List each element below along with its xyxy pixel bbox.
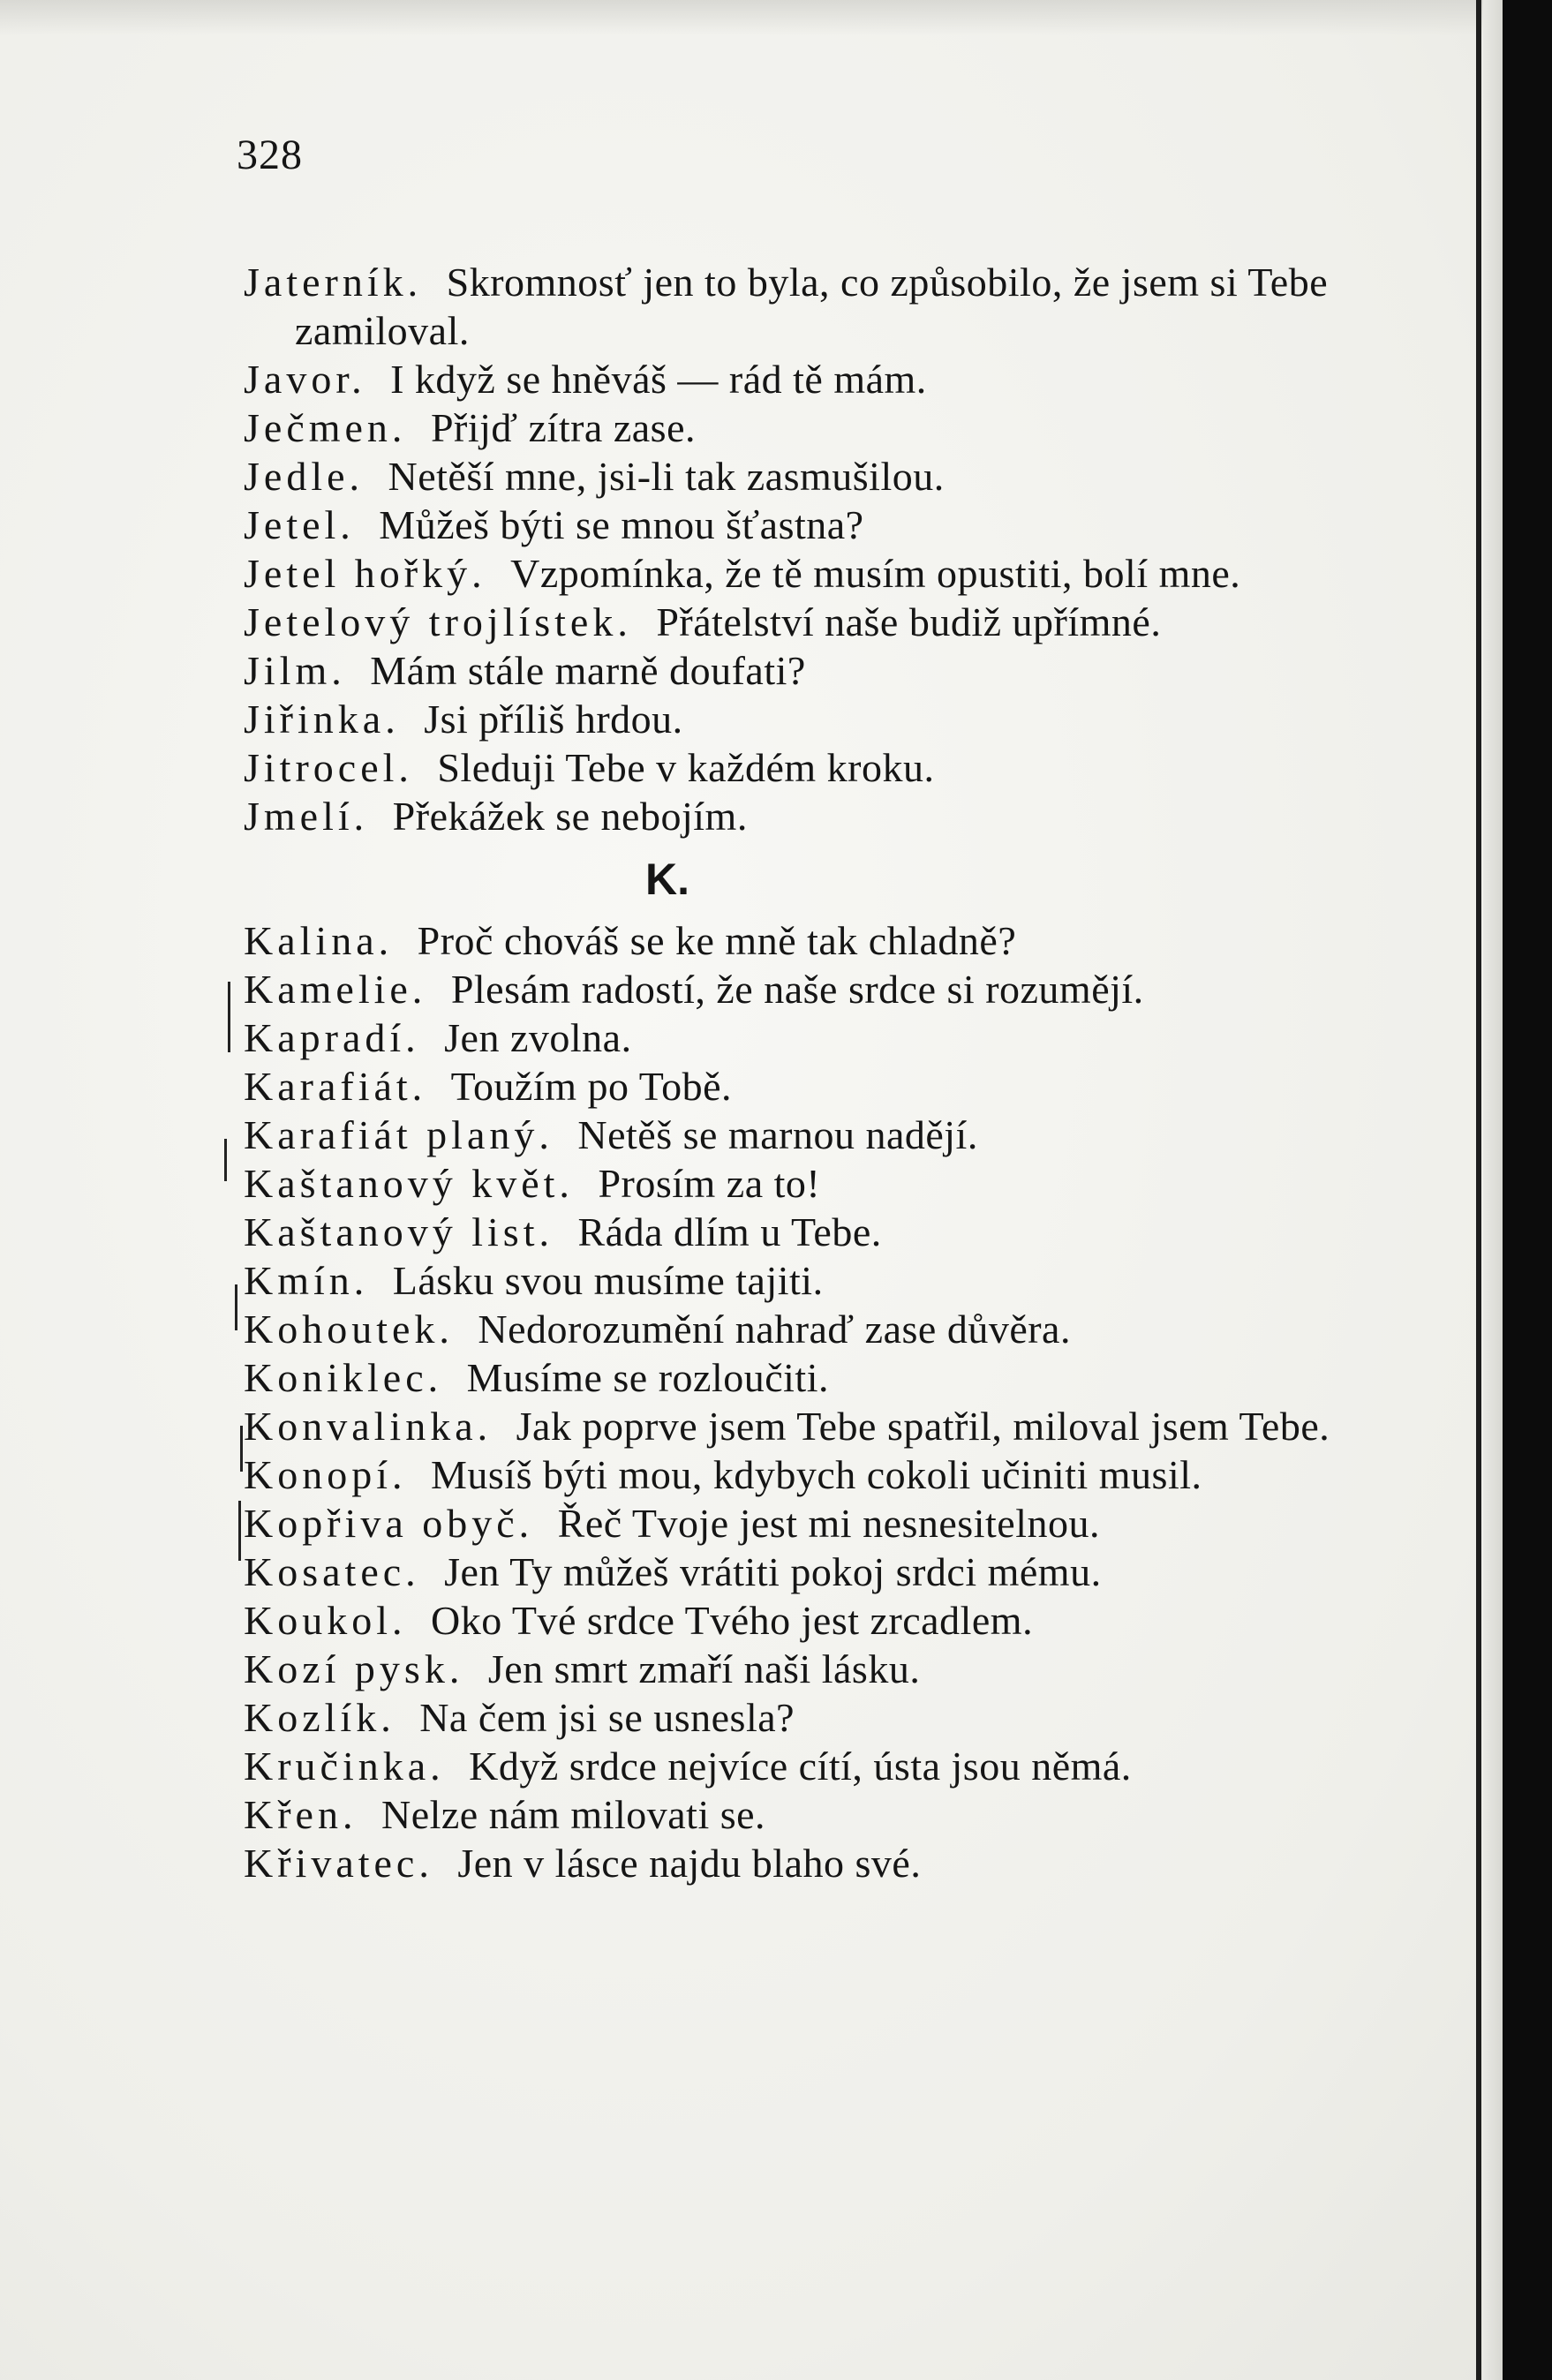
- entry-meaning: Jen zvolna.: [444, 1015, 632, 1060]
- margin-mark: [228, 982, 230, 1052]
- entry-meaning: Mám stále marně doufati?: [370, 648, 806, 693]
- entry-term: Kohoutek.: [244, 1307, 454, 1352]
- entry-term: Křen.: [244, 1792, 358, 1837]
- margin-mark: [235, 1284, 237, 1330]
- list-item: [244, 1208, 1338, 1256]
- entry-term: Kalina.: [244, 918, 394, 963]
- entry-meaning: Nedorozumění nahraď zase důvěra.: [478, 1307, 1071, 1352]
- entry-term: Kamelie.: [244, 967, 427, 1012]
- list-item: [244, 743, 1338, 792]
- entry-term: Jiřinka.: [244, 697, 400, 742]
- entry-meaning: Vzpomínka, že tě musím opustiti, bolí mne.: [510, 551, 1241, 596]
- section-heading: K.: [645, 855, 689, 904]
- entry-term: Jmelí.: [244, 794, 369, 839]
- entry-meaning: Proč chováš se ke mně tak chladně?: [417, 918, 1017, 963]
- entry-term: Kmín.: [244, 1258, 369, 1303]
- entry-meaning: Netěší mne, jsi-li tak zasmušilou.: [388, 454, 945, 499]
- list-item: [244, 1693, 1338, 1742]
- entry-meaning: Když srdce nejvíce cítí, ústa jsou němá.: [469, 1744, 1132, 1789]
- entry-meaning: Musíme se rozloučiti.: [466, 1355, 829, 1400]
- entry-term: Kozlík.: [244, 1695, 396, 1740]
- list-item: [244, 965, 1338, 1013]
- entry-meaning: Netěš se marnou nadějí.: [577, 1112, 978, 1157]
- entry-term: Křivatec.: [244, 1841, 433, 1886]
- entry-meaning: Plesám radostí, že naše srdce si rozumějí.: [450, 967, 1144, 1012]
- entry-list: [244, 258, 1338, 1887]
- entry-meaning: Toužím po Tobě.: [450, 1064, 733, 1109]
- list-item: [244, 695, 1338, 743]
- list-item: [244, 1305, 1338, 1353]
- list-item: [244, 1839, 1338, 1887]
- entry-term: Koukol.: [244, 1598, 407, 1643]
- entry-meaning: Jen v lásce najdu blaho své.: [457, 1841, 922, 1886]
- entry-meaning: Jak poprve jsem Tebe spatřil, miloval jsem Tebe.: [516, 1404, 1330, 1449]
- page-edge-line: [1476, 0, 1481, 2380]
- entry-meaning: Sleduji Tebe v každém kroku.: [437, 745, 935, 790]
- list-item: [244, 646, 1338, 695]
- list-item: [244, 403, 1338, 452]
- entry-term: Kapradí.: [244, 1015, 420, 1060]
- entry-meaning: Jsi příliš hrdou.: [424, 697, 683, 742]
- margin-mark: [238, 1501, 241, 1561]
- entry-meaning: Přijď zítra zase.: [430, 405, 697, 450]
- list-item: [244, 1450, 1338, 1499]
- entry-meaning: I když se hněváš — rád tě mám.: [390, 357, 927, 402]
- entry-meaning: Na čem jsi se usnesla?: [419, 1695, 795, 1740]
- list-item: [244, 549, 1390, 598]
- entry-meaning: Prosím za to!: [598, 1161, 821, 1206]
- entry-meaning: Jen smrt zmaří naši lásku.: [487, 1646, 921, 1691]
- entry-term: Kaštanový květ.: [244, 1161, 574, 1206]
- entry-term: Konopí.: [244, 1452, 407, 1497]
- entry-term: Jetel hořký.: [244, 551, 486, 596]
- entry-meaning: Jen Ty můžeš vrátiti pokoj srdci mému.: [444, 1549, 1102, 1594]
- entry-term: Jetelový trojlístek.: [244, 599, 632, 644]
- entry-term: Karafiát.: [244, 1064, 427, 1109]
- list-item: [244, 1013, 1338, 1062]
- entry-meaning: Ráda dlím u Tebe.: [577, 1209, 882, 1254]
- list-item: [244, 916, 1338, 965]
- list-item: [244, 1402, 1390, 1450]
- entry-term: Jitrocel.: [244, 745, 413, 790]
- entry-term: Jaterník.: [244, 260, 423, 305]
- list-item: [244, 1742, 1338, 1790]
- list-item: [244, 792, 1338, 840]
- scan-border: [1503, 0, 1552, 2380]
- list-item: [244, 501, 1338, 549]
- entry-term: Jedle.: [244, 454, 365, 499]
- entry-meaning: Lásku svou musíme tajiti.: [392, 1258, 824, 1303]
- entry-term: Kozí pysk.: [244, 1646, 464, 1691]
- list-item: [244, 258, 1390, 355]
- list-item: [244, 1548, 1338, 1596]
- entry-meaning: Musíš býti mou, kdybych cokoli učiniti musil.: [431, 1452, 1202, 1497]
- list-item: [244, 1499, 1338, 1548]
- entry-meaning: Řeč Tvoje jest mi nesnesitelnou.: [557, 1501, 1100, 1546]
- list-item: [244, 355, 1338, 403]
- page-number: 328: [237, 132, 303, 178]
- entry-term: Ječmen.: [244, 405, 407, 450]
- list-item: [244, 1596, 1338, 1645]
- list-item: [244, 1111, 1338, 1159]
- list-item: [244, 598, 1338, 646]
- list-item: [244, 1353, 1338, 1402]
- entry-term: Koniklec.: [244, 1355, 443, 1400]
- margin-mark: [224, 1139, 227, 1181]
- entry-meaning: Překážek se nebojím.: [392, 794, 748, 839]
- entry-term: Kopřiva obyč.: [244, 1501, 534, 1546]
- entry-meaning: Můžeš býti se mnou šťastna?: [379, 502, 864, 547]
- page-top-shadow: [0, 0, 1483, 35]
- entry-term: Kosatec.: [244, 1549, 420, 1594]
- entry-meaning: Přátelství naše budiž upřímné.: [656, 599, 1162, 644]
- list-item: [244, 1256, 1338, 1305]
- entry-term: Kaštanový list.: [244, 1209, 554, 1254]
- entry-term: Jetel.: [244, 502, 355, 547]
- entry-term: Javor.: [244, 357, 366, 402]
- entry-meaning: Nelze nám milovati se.: [380, 1792, 766, 1837]
- list-item: [244, 1645, 1338, 1693]
- entry-term: Konvalinka.: [244, 1404, 493, 1449]
- entry-term: Jilm.: [244, 648, 346, 693]
- list-item: [244, 1159, 1338, 1208]
- page-edge-margin: [1483, 0, 1503, 2380]
- entry-term: Kručinka.: [244, 1744, 445, 1789]
- list-item: [244, 1062, 1338, 1111]
- entry-term: Karafiát planý.: [244, 1112, 554, 1157]
- list-item: [244, 452, 1338, 501]
- entry-meaning: Oko Tvé srdce Tvého jest zrcadlem.: [431, 1598, 1034, 1643]
- list-item: [244, 1790, 1338, 1839]
- margin-mark: [240, 1426, 243, 1472]
- entry-meaning: Skromnosť jen to byla, co způsobilo, že jsem si Tebe zamiloval.: [295, 260, 1329, 353]
